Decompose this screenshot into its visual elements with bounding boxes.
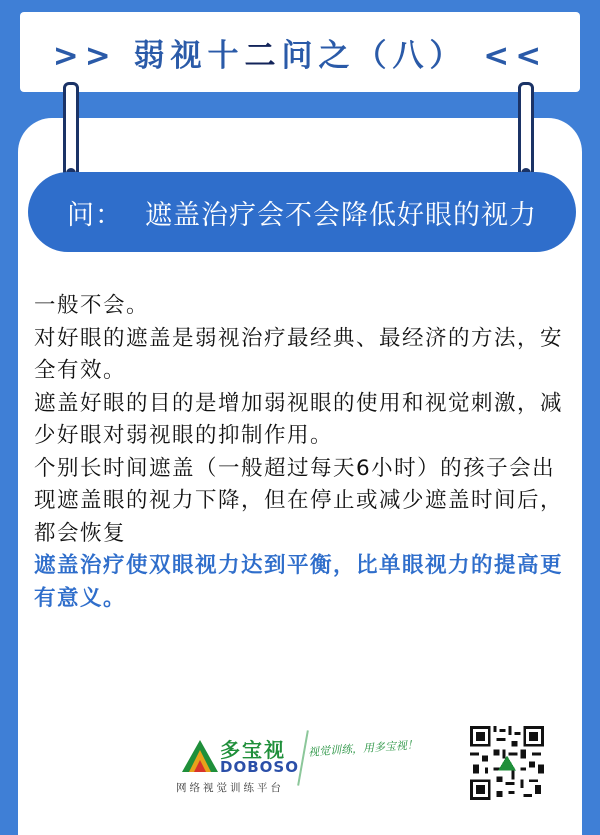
- doboso-logo-icon: [180, 738, 220, 774]
- title-banner: [20, 12, 580, 92]
- answer-highlight: 遮盖治疗使双眼视力达到平衡，比单眼视力的提高更有意义。: [34, 553, 564, 611]
- brand-name-cn: 多宝视: [220, 738, 286, 762]
- qr-code-icon: [470, 726, 544, 800]
- title-suffix: <<: [483, 37, 548, 74]
- brand-subtitle: 网络视觉训练平台: [176, 782, 284, 794]
- answer-body: [34, 290, 574, 615]
- title-prefix: >>: [52, 37, 117, 74]
- brand-name-en: DOBOSO: [220, 758, 299, 776]
- answer-paragraph: 对好眼的遮盖是弱视治疗最经典、最经济的方法，安全有效。: [34, 325, 564, 383]
- answer-paragraph: 遮盖好眼的目的是增加弱视眼的使用和视觉刺激，减少好眼对弱视眼的抑制作用。: [34, 390, 564, 448]
- title-part-1: 弱视十: [133, 37, 245, 74]
- question-text-line: [67, 193, 537, 232]
- question-label: 问：: [67, 199, 123, 231]
- title-part-3: 问之（八）: [281, 37, 467, 74]
- answer-paragraph: 个别长时间遮盖（一般超过每天6小时）的孩子会出现遮盖眼的视力下降，但在停止或减少遮盖时间后，都会恢复: [34, 455, 564, 546]
- footer: [170, 726, 590, 806]
- question-pill: [28, 172, 576, 252]
- title-part-2: 二: [244, 37, 282, 74]
- answer-paragraph: 一般不会。: [34, 293, 150, 318]
- question-text: 遮盖治疗会不会降低好眼的视力: [145, 199, 537, 231]
- slogan: 视觉训练，用多宝视！: [307, 738, 419, 759]
- page-title: [53, 30, 548, 75]
